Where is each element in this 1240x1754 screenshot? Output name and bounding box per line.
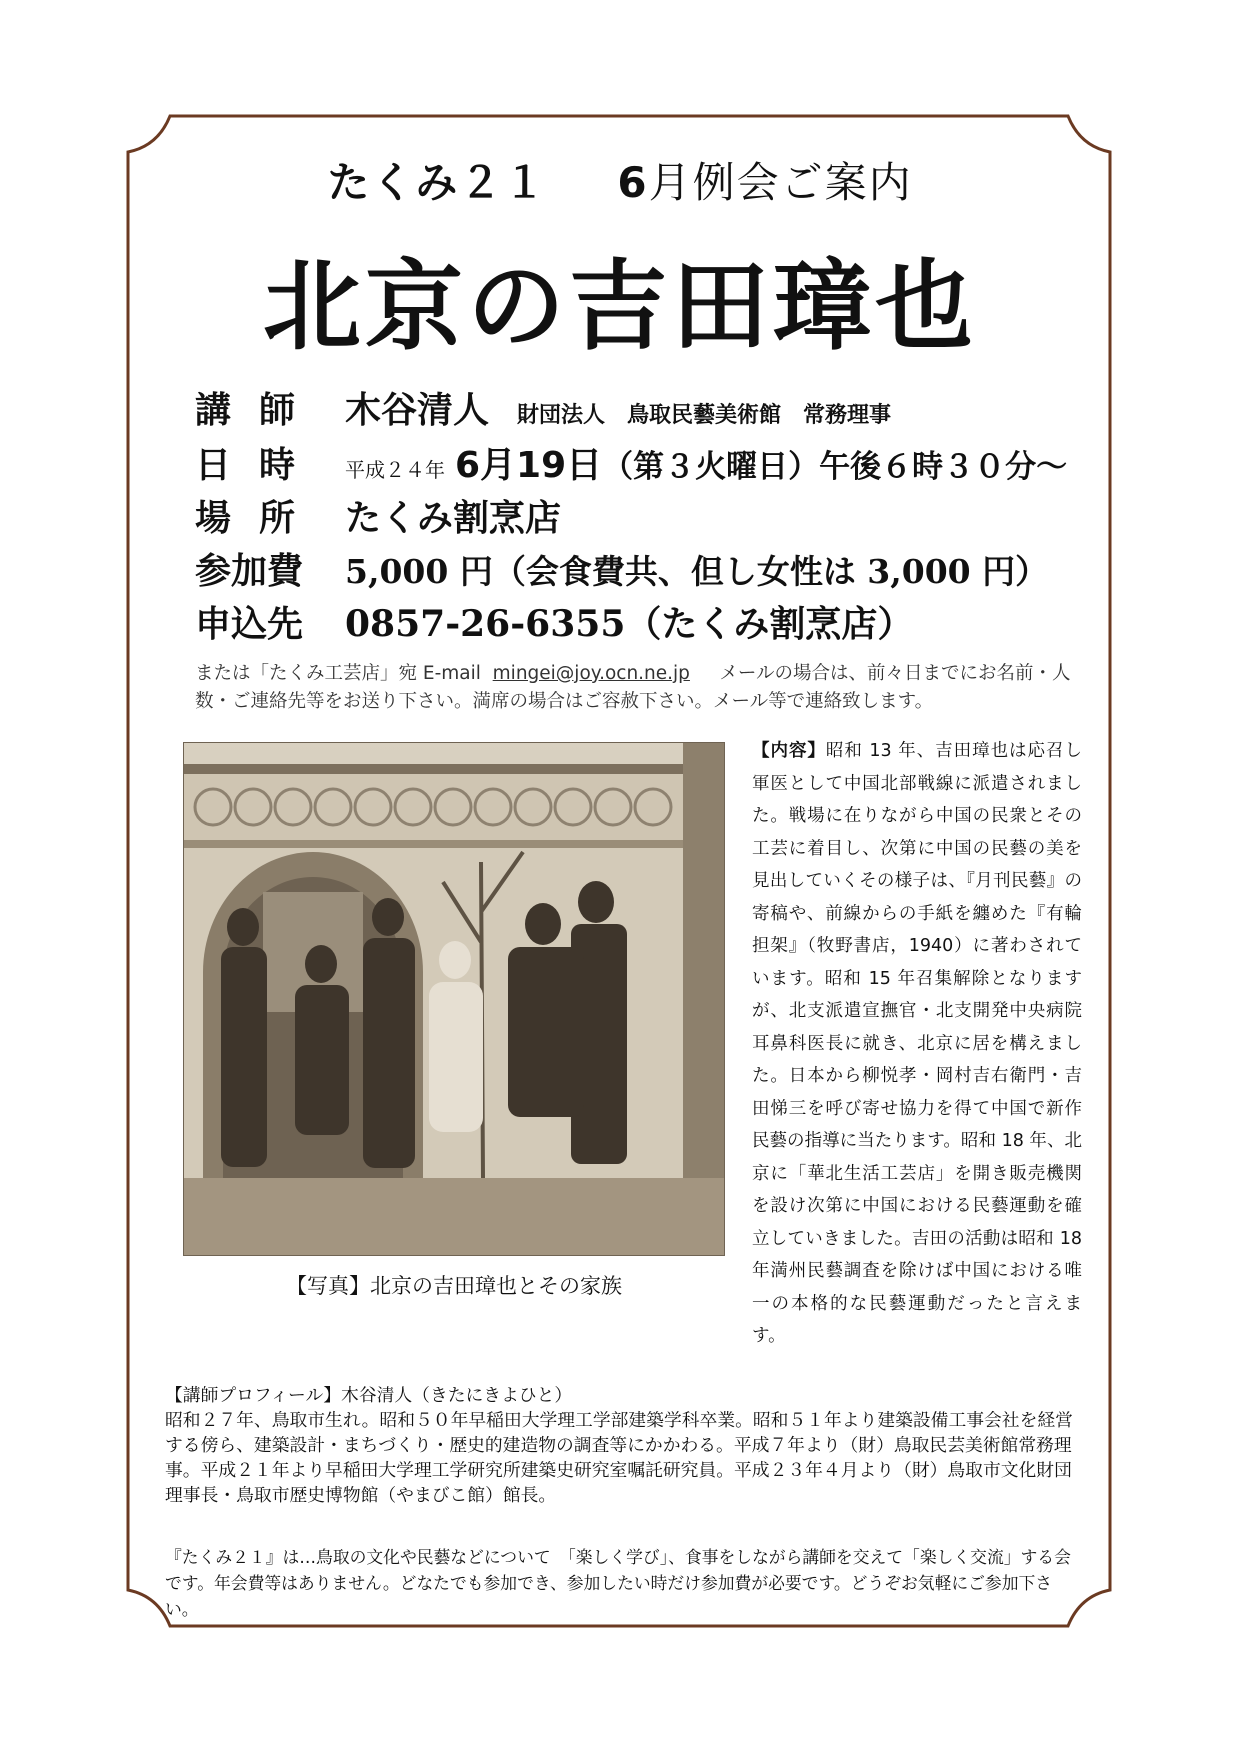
lecturer-affiliation: 財団法人 鳥取民藝美術館 常務理事 xyxy=(517,402,892,428)
content-label: 【内容】 xyxy=(752,741,826,761)
date-label: 日時 xyxy=(195,444,324,486)
note-suffix: メールの場合は、前々日までにお名前・人数・ご連絡先等をお送り下さい。満席の場合はご容赦下さい。メール等で連絡致します。 xyxy=(195,663,1071,712)
event-subtitle xyxy=(0,150,1240,210)
apply-value: 0857-26-6355（たくみ割烹店） xyxy=(345,603,914,645)
lecturer-row xyxy=(195,382,891,433)
date-row xyxy=(195,437,1067,488)
fee-value: 5,000 円（会食費共、但し女性は 3,000 円） xyxy=(345,552,1049,591)
event-month: 6 xyxy=(617,158,649,207)
apply-label: 申込先 xyxy=(195,603,304,645)
place-row xyxy=(195,490,561,541)
event-name: 月例会ご案内 xyxy=(648,158,913,207)
page-title: 北京の吉田璋也 xyxy=(262,249,977,364)
lecturer-label: 講師 xyxy=(195,389,324,431)
date-main: 6月19日 xyxy=(455,445,603,486)
profile-heading: 【講師プロフィール】木谷清人（きたにきよひと） xyxy=(165,1385,573,1406)
place-label: 場所 xyxy=(195,497,324,539)
group-about: 『たくみ２１』は…鳥取の文化や民藝などについて 「楽しく学び」、食事をしながら講師を交えて「楽しく交流」する会です。年会費等はありません。どなたでも参加でき、参加したい時だけ参加費が必要です。どうぞお気軽にご参加下さい。 xyxy=(165,1547,1071,1619)
content-text: 昭和 13 年、吉田璋也は応召し軍医として中国北部戦線に派遣されました。戦場に在りながら中国の民衆とその工芸に着目し、次第に中国の民藝の美を見出していくその様子は、『月刊民藝』の寄稿や、前線からの手紙を纏めた『有輪担架』（牧野書店，1940）に著わされています。昭和 15 年召集解除となりますが、北支派遣宣撫官・北支開発中央病院耳鼻科医長に就き、北京に居を構えました。日本から柳悦孝・岡村吉右衛門・吉田悌三を呼び寄せ協力を得て中国で新作民藝の指導に当たります。昭和 18 年、北京に「華北生活工芸店」を開き販売機関を設け次第に中国における民藝運動を確立していきました。吉田の活動は昭和 18 年満州民藝調査を除けば中国における唯一の本格的な民藝運動だったと言えます。 xyxy=(752,741,1082,1346)
date-detail: （第３火曜日）午後６時３０分～ xyxy=(602,449,1068,485)
contact-note xyxy=(195,660,1085,716)
note-prefix: または「たくみ工芸店」宛 E-mail xyxy=(195,663,481,684)
date-era: 平成２４年 xyxy=(345,458,445,482)
family-photo xyxy=(183,742,725,1256)
profile-text: 昭和２７年、鳥取市生れ。昭和５０年早稲田大学理工学部建築学科卒業。昭和５１年より建築設備工事会社を経営する傍ら、建築設計・まちづくり・歴史的建造物の調査等にかかわる。平成７年より（財）鳥取民芸美術館常務理事。平成２１年より早稲田大学理工学研究所建築史研究室嘱託研究員。平成２３年４月より（財）鳥取市文化財団理事長・鳥取市歴史博物館（やまびこ館）館長。 xyxy=(165,1410,1073,1506)
lecturer-profile xyxy=(165,1383,1080,1508)
photo-caption: 【写真】北京の吉田璋也とその家族 xyxy=(286,1274,622,1298)
lecturer-name: 木谷清人 xyxy=(345,389,490,431)
fee-label: 参加費 xyxy=(195,550,304,592)
org-name: たくみ２１ xyxy=(327,158,548,207)
apply-row xyxy=(195,596,913,647)
fee-row xyxy=(195,543,1048,594)
content-description xyxy=(752,735,1082,1353)
email-link[interactable]: mingei@joy.ocn.ne.jp xyxy=(492,663,690,684)
place-value: たくみ割烹店 xyxy=(345,497,562,539)
